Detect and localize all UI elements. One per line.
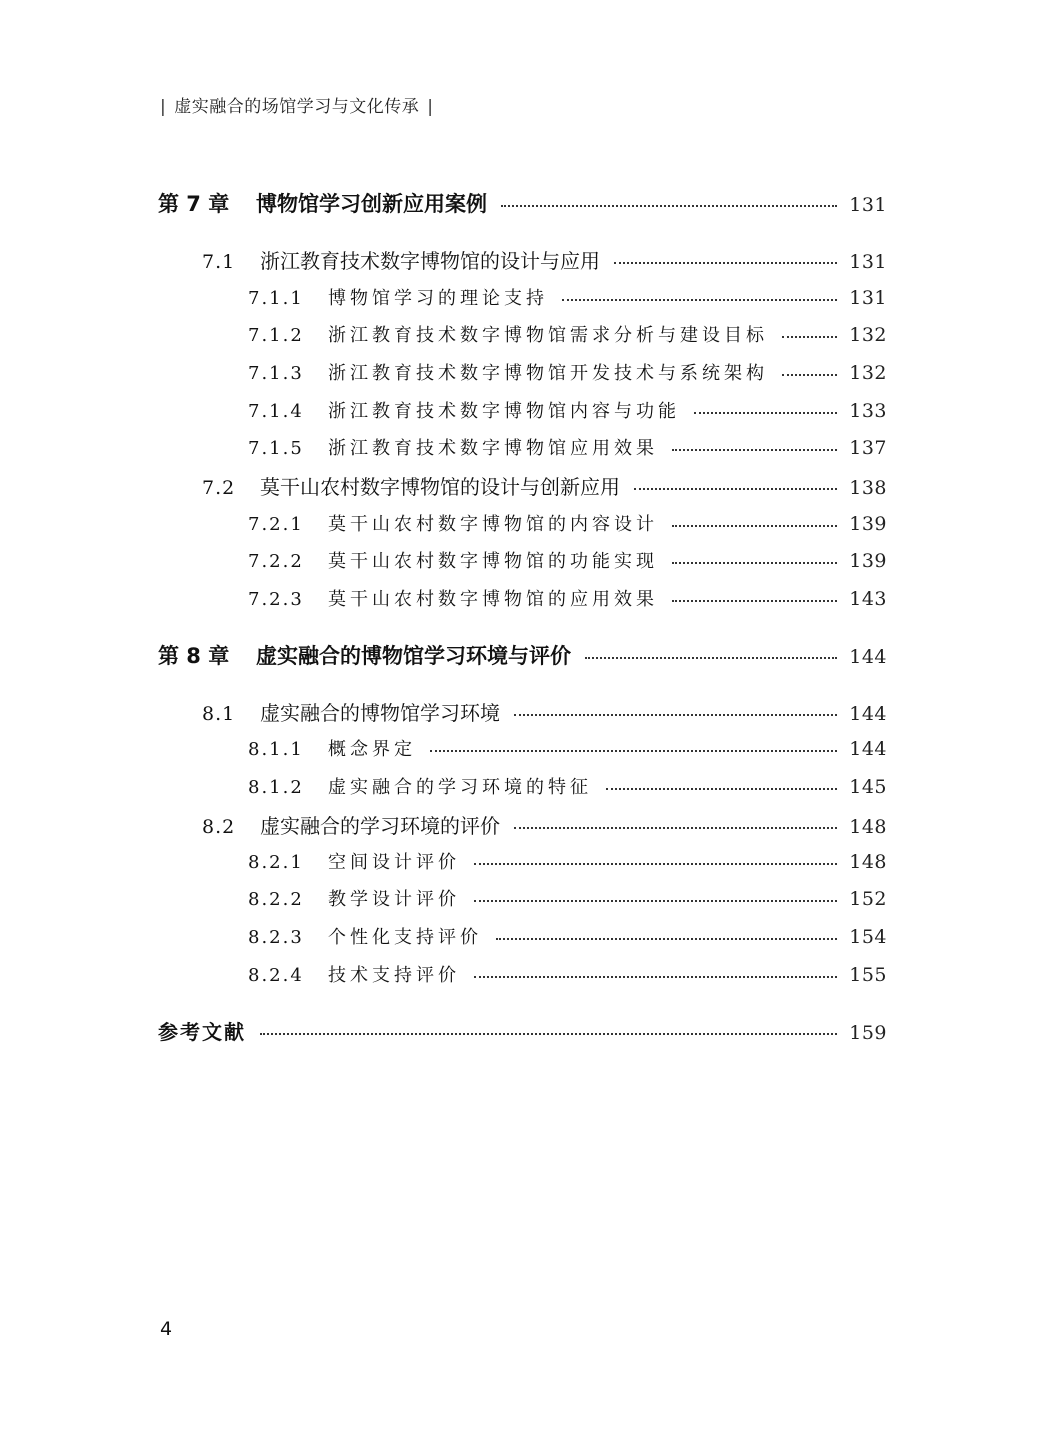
dot-leader [694,412,837,414]
dot-leader [514,714,837,716]
dot-leader [606,788,837,790]
dot-leader [672,525,837,527]
toc-title: 技术支持评价 [328,965,460,986]
toc-number: 8.2.4 [248,965,304,986]
toc-entry-subsection-7-2-1[interactable] [248,510,887,536]
dot-leader [672,600,837,602]
toc-page: 148 [849,816,887,838]
toc-page: 155 [849,964,887,986]
toc-number: 7.2.2 [248,551,304,572]
toc-number: 7.1.2 [248,325,304,346]
toc-number: 8.2 [202,816,236,838]
toc-title: 莫干山农村数字博物馆的应用效果 [328,589,658,610]
toc-title: 博物馆学习的理论支持 [328,288,548,309]
toc-number: 7.1.3 [248,363,304,384]
toc-title: 莫干山农村数字博物馆的功能实现 [328,551,658,572]
toc-page: 137 [849,437,887,459]
toc-title: 教学设计评价 [328,889,460,910]
header-right-bar: | [427,97,434,117]
toc-page: 144 [849,646,887,668]
toc-entry-subsection-8-2-3[interactable] [248,923,887,949]
toc-number: 7.2.1 [248,514,304,535]
toc-page: 148 [849,851,887,873]
toc-number: 8.1.2 [248,777,304,798]
toc-number: 7.1 [202,251,236,273]
toc-page: 159 [849,1022,887,1044]
toc-entry-section-7-1[interactable] [202,245,887,274]
dot-leader [782,374,837,376]
toc-number: 8.2.2 [248,889,304,910]
toc-title: 浙江教育技术数字博物馆需求分析与建设目标 [328,325,768,346]
toc-page: 145 [849,776,887,798]
toc-page: 139 [849,513,887,535]
toc-entry-subsection-8-2-2[interactable] [248,885,887,911]
toc-page: 152 [849,888,887,910]
dot-leader [514,827,837,829]
toc-title: 博物馆学习创新应用案例 [256,192,487,216]
running-header [160,92,441,117]
toc-page: 144 [849,738,887,760]
toc-page: 132 [849,362,887,384]
dot-leader [672,562,837,564]
toc-entry-subsection-7-2-3[interactable] [248,585,887,611]
toc-number: 第 8 章 [158,644,230,668]
toc-entry-subsection-8-2-1[interactable] [248,848,887,874]
toc-page: 138 [849,477,887,499]
dot-leader [260,1033,837,1035]
dot-leader [782,336,837,338]
toc-page: 131 [849,194,887,216]
toc-number: 第 7 章 [158,192,230,216]
toc-title: 参考文献 [158,1020,246,1044]
dot-leader [585,657,837,659]
toc-title: 浙江教育技术数字博物馆的设计与应用 [260,249,600,273]
toc-page: 132 [849,324,887,346]
toc-title: 概念界定 [328,739,416,760]
toc-number: 7.1.5 [248,438,304,459]
toc-title: 个性化支持评价 [328,927,482,948]
dot-leader [430,750,837,752]
toc-entry-section-7-2[interactable] [202,471,887,500]
header-title: 虚实融合的场馆学习与文化传承 [174,97,420,117]
toc-entry-chapter-7[interactable] [158,188,887,218]
toc-number: 7.2.3 [248,589,304,610]
dot-leader [474,976,837,978]
toc-title: 莫干山农村数字博物馆的设计与创新应用 [260,475,620,499]
toc-title: 莫干山农村数字博物馆的内容设计 [328,514,658,535]
toc-title: 浙江教育技术数字博物馆开发技术与系统架构 [328,363,768,384]
toc-entry-subsection-7-1-3[interactable] [248,359,887,385]
dot-leader [496,938,837,940]
toc-page: 154 [849,926,887,948]
toc-title: 虚实融合的博物馆学习环境 [260,701,500,725]
toc-entry-subsection-7-1-4[interactable] [248,397,887,423]
toc-page: 139 [849,550,887,572]
dot-leader [562,299,837,301]
toc-entry-subsection-8-1-1[interactable] [248,735,887,761]
toc-page: 133 [849,400,887,422]
toc-number: 8.2.1 [248,852,304,873]
toc-title: 浙江教育技术数字博物馆内容与功能 [328,401,680,422]
toc-entry-references[interactable] [158,1016,887,1045]
page-number: 4 [160,1318,173,1340]
toc-title: 浙江教育技术数字博物馆应用效果 [328,438,658,459]
header-left-bar: | [160,97,167,117]
toc-entry-subsection-7-1-5[interactable] [248,434,887,460]
toc-number: 8.2.3 [248,927,304,948]
dot-leader [614,262,837,264]
toc-page: 131 [849,287,887,309]
toc-page: 144 [849,703,887,725]
dot-leader [474,900,837,902]
toc-page: 143 [849,588,887,610]
toc-entry-subsection-8-1-2[interactable] [248,773,887,799]
toc-number: 7.1.4 [248,401,304,422]
toc-number: 8.1.1 [248,739,304,760]
toc-entry-section-8-1[interactable] [202,697,887,726]
toc-title: 虚实融合的博物馆学习环境与评价 [256,644,571,668]
toc-page: 131 [849,251,887,273]
toc-title: 空间设计评价 [328,852,460,873]
toc-entry-subsection-7-2-2[interactable] [248,547,887,573]
toc-number: 7.2 [202,477,236,499]
dot-leader [474,863,837,865]
toc-entry-subsection-7-1-2[interactable] [248,321,887,347]
dot-leader [501,205,837,207]
toc-title: 虚实融合的学习环境的评价 [260,814,500,838]
toc-number: 8.1 [202,703,236,725]
dot-leader [634,488,837,490]
toc-entry-subsection-8-2-4[interactable] [248,961,887,987]
toc-entry-section-8-2[interactable] [202,810,887,839]
dot-leader [672,449,837,451]
toc-entry-chapter-8[interactable] [158,640,887,670]
toc-title: 虚实融合的学习环境的特征 [328,777,592,798]
toc-entry-subsection-7-1-1[interactable] [248,284,887,310]
toc-number: 7.1.1 [248,288,304,309]
